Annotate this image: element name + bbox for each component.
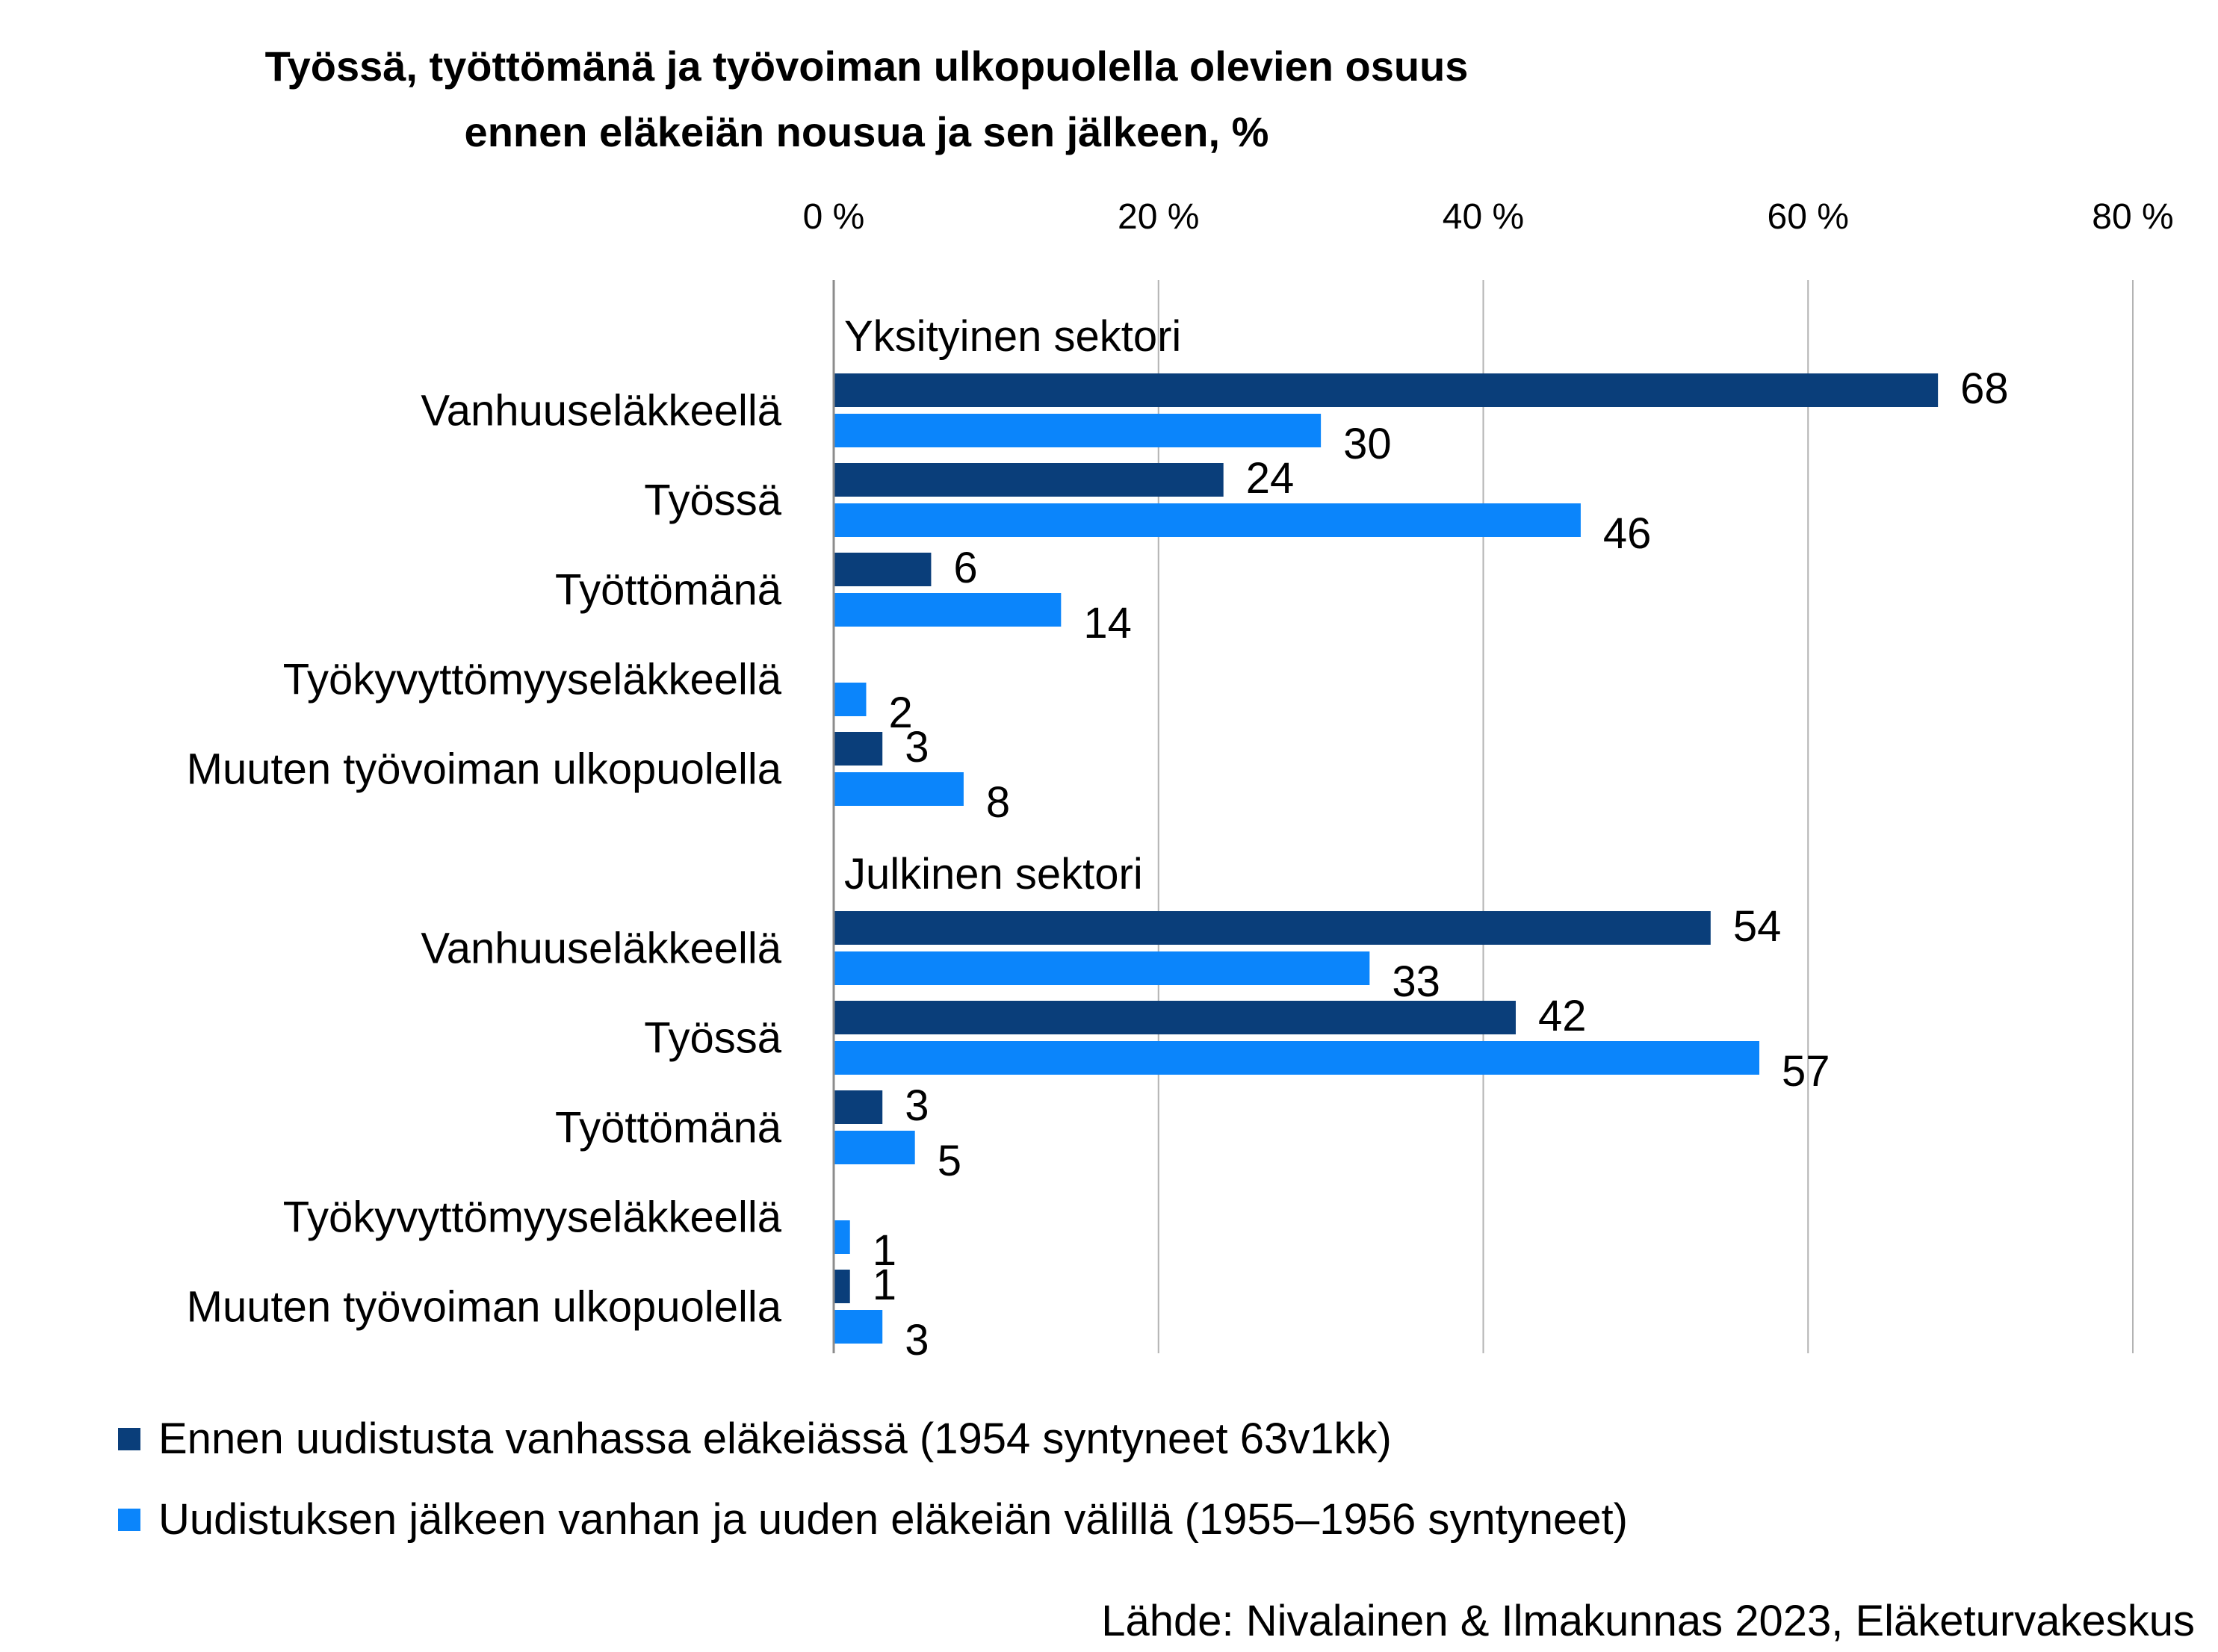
x-tick-label: 60 % — [1767, 197, 1849, 237]
legend-label-after: Uudistuksen jälkeen vanhan ja uuden eläkeiän välillä (1955–1956 syntyneet) — [158, 1495, 1628, 1544]
legend-swatch-after — [118, 1509, 140, 1531]
bar-after — [834, 593, 1061, 627]
value-label: 8 — [985, 778, 1011, 827]
category-label: Vanhuuseläkkeellä — [421, 924, 781, 973]
bar-after — [834, 951, 1369, 985]
value-label: 2 — [888, 689, 913, 737]
bar-before — [834, 911, 1711, 945]
value-label: 1 — [872, 1226, 897, 1275]
category-label: Työssä — [644, 476, 781, 525]
value-label: 5 — [937, 1137, 961, 1185]
bar-before — [834, 463, 1224, 497]
value-label: 3 — [905, 1316, 929, 1364]
legend-label-before: Ennen uudistusta vanhassa eläkeiässä (1954 syntyneet 63v1kk) — [158, 1415, 1392, 1463]
group-label: Julkinen sektori — [844, 850, 1143, 898]
value-label: 24 — [1245, 454, 1295, 503]
value-label: 3 — [905, 723, 929, 771]
legend-swatch-before — [118, 1428, 140, 1450]
bar-before — [834, 732, 882, 766]
x-tick-label: 0 % — [802, 197, 865, 237]
bar-after — [834, 1041, 1759, 1075]
bar-before — [834, 553, 931, 586]
value-label: 68 — [1960, 364, 2009, 413]
value-label: 54 — [1732, 902, 1782, 951]
chart-title-line-2: ennen eläkeiän nousua ja sen jälkeen, % — [464, 108, 1269, 155]
category-label: Työssä — [644, 1013, 781, 1063]
group-label: Yksityinen sektori — [844, 312, 1182, 361]
category-label: Muuten työvoiman ulkopuolella — [186, 1282, 781, 1332]
category-label: Muuten työvoiman ulkopuolella — [186, 745, 781, 794]
value-label: 30 — [1343, 420, 1392, 468]
x-tick-label: 40 % — [1442, 197, 1525, 237]
value-label: 42 — [1537, 992, 1587, 1040]
bar-after — [834, 1220, 850, 1254]
bar-after — [834, 1310, 882, 1344]
value-label: 6 — [953, 544, 978, 592]
value-label: 33 — [1392, 957, 1440, 1006]
category-label: Työttömänä — [554, 1103, 781, 1152]
bar-before — [834, 1090, 882, 1124]
category-label: Työttömänä — [554, 565, 781, 615]
bar-before — [834, 373, 1938, 407]
bar-after — [834, 503, 1581, 537]
category-label: Vanhuuseläkkeellä — [421, 386, 781, 435]
x-tick-label: 20 % — [1118, 197, 1200, 237]
bar-before — [834, 1270, 850, 1303]
source-note: Lähde: Nivalainen & Ilmakunnas 2023, Eläketurvakeskus — [1101, 1597, 2195, 1645]
bar-after — [834, 414, 1321, 447]
value-label: 1 — [872, 1261, 897, 1309]
x-tick-label: 80 % — [2092, 197, 2174, 237]
value-label: 3 — [905, 1081, 929, 1130]
bar-after — [834, 683, 866, 716]
value-label: 57 — [1782, 1047, 1830, 1096]
chart-title-line-1: Työssä, työttömänä ja työvoiman ulkopuolella olevien osuus — [264, 43, 1469, 90]
category-label: Työkyvyttömyyseläkkeellä — [282, 655, 781, 704]
bar-after — [834, 1131, 915, 1164]
bar-after — [834, 772, 964, 806]
category-label: Työkyvyttömyyseläkkeellä — [282, 1193, 781, 1242]
value-label: 46 — [1602, 509, 1652, 558]
value-label: 14 — [1083, 599, 1132, 648]
